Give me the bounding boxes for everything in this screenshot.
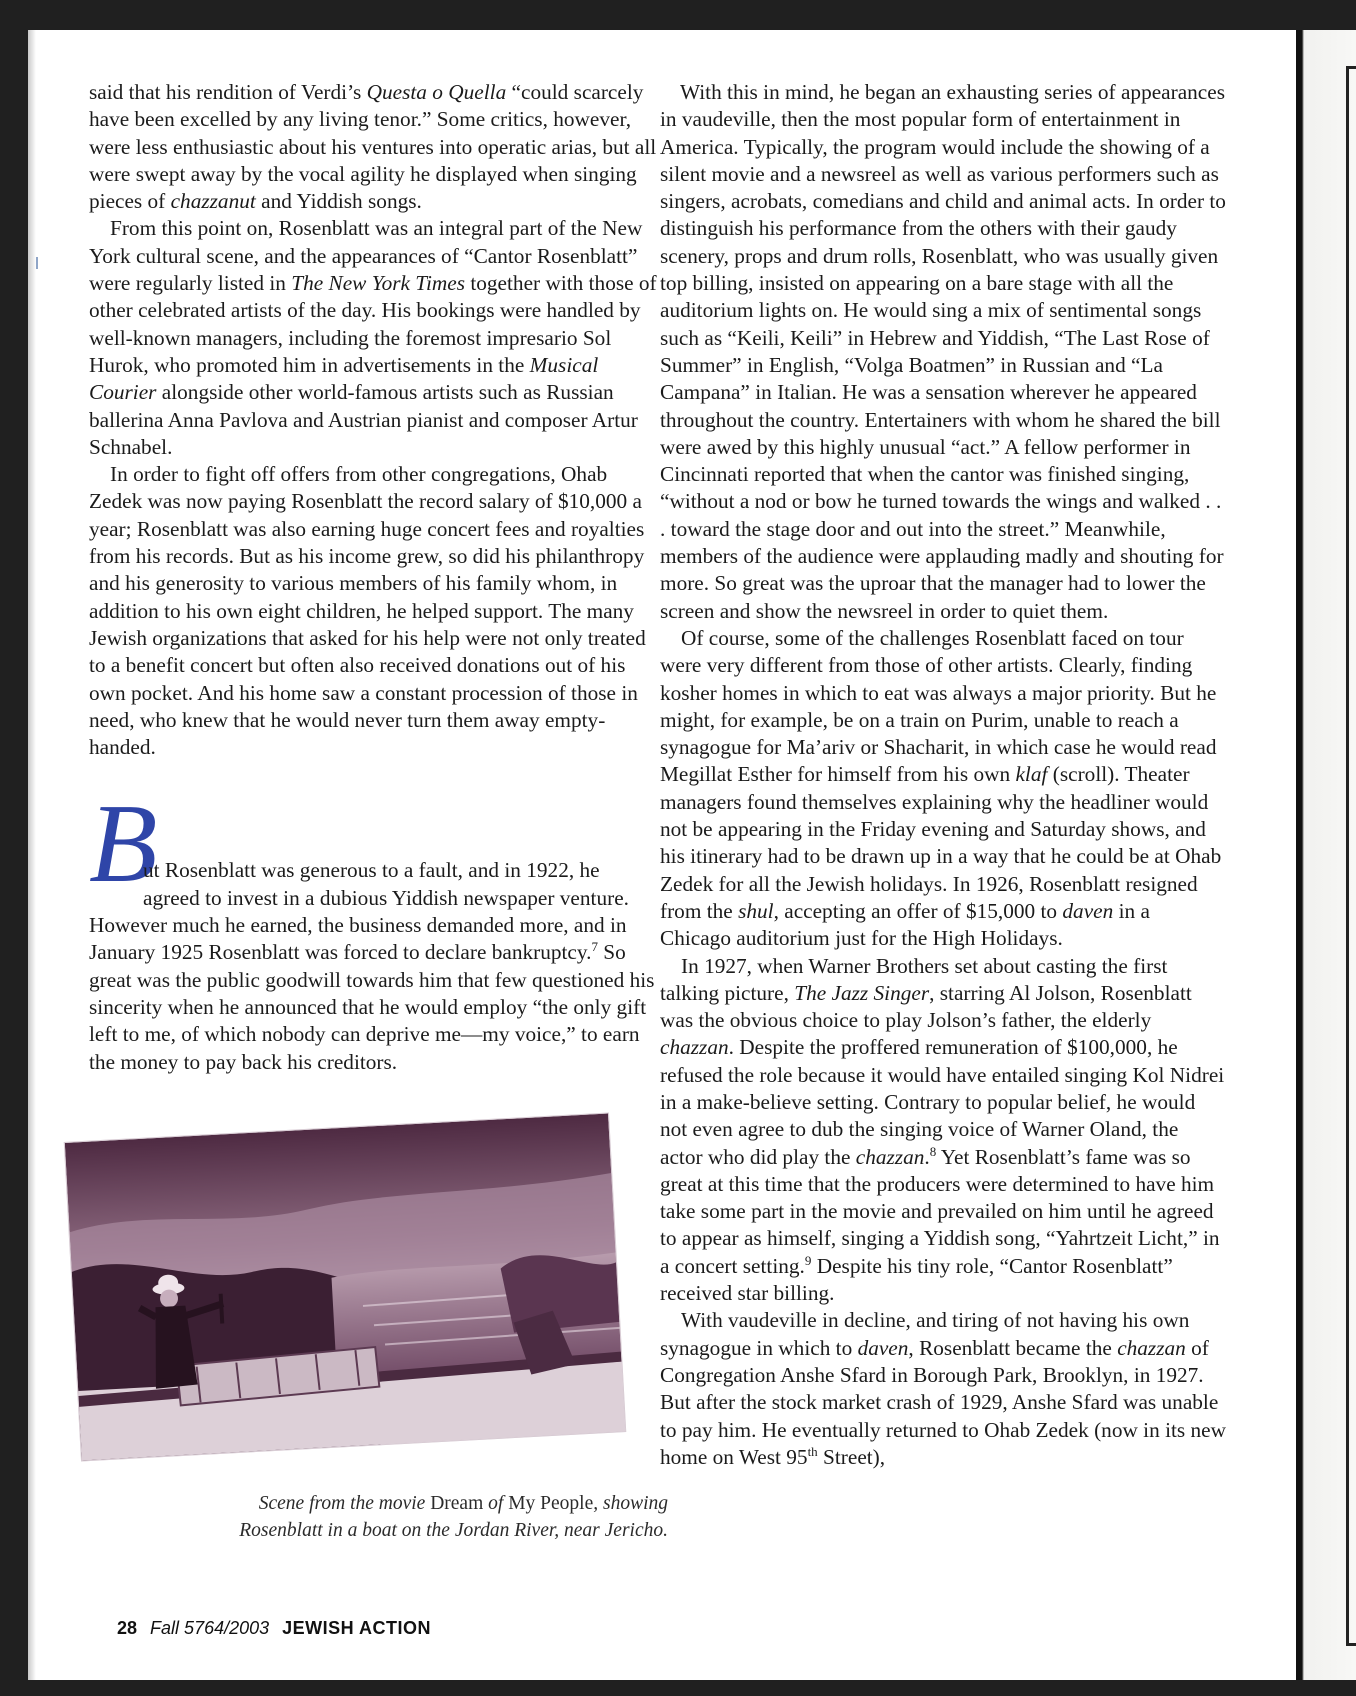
- text-run: From this point on, Rosenblatt was an integral part of the New York cultural scene, and the appearances of “Cantor Rosenblatt” were regularly listed in: [89, 216, 643, 296]
- text-run: in a Chicago auditorium just for the High Holidays.: [660, 898, 1150, 951]
- text-run: , starring Al Jolson, Rosenblatt was the obvious choice to play Jolson’s father, the elderly: [660, 980, 1192, 1033]
- movie-title: The Jazz Singer: [794, 980, 930, 1005]
- footnote-ref: 8: [929, 1143, 937, 1159]
- italic-term: chazzan: [855, 1144, 925, 1169]
- photo-caption: [228, 1490, 668, 1544]
- italic-term: chazzanut: [170, 189, 256, 214]
- issue-date: Fall 5764/2003: [150, 1618, 270, 1638]
- page-gutter-shadow: [28, 30, 36, 1680]
- left-paragraph-3: In order to fight off offers from other congregations, Ohab Zedek was now paying Rosenblatt the record salary of $10,000 a year; Rosenblatt was also earning huge concert fees and royalties from his records. But as his income grew, so did his philanthropy and his generosity to various members of his family whom, in addition to his own eight children, he helped support. The many Jewish organizations that asked for his help were not only treated to a benefit concert but often also received donations out of his own pocket. And his home saw a constant procession of those in need, who knew that he would never turn them away empty-handed.: [89, 462, 646, 760]
- caption-text: Scene from the movie: [258, 1493, 431, 1514]
- text-run: , accepting an offer of $15,000 to: [773, 898, 1063, 923]
- text-run: So great was the public goodwill towards him that few questioned his sincerity when he announced that he would employ “the only gift left to me, of which nobody can deprive me—my voice,” to earn the money to pay back his creditors.: [89, 940, 655, 1074]
- right-paragraph-2: [660, 625, 1226, 953]
- caption-line-2: Rosenblatt in a boat on the Jordan River, near Jericho.: [239, 1520, 668, 1541]
- caption-movie-title: My People: [508, 1493, 594, 1514]
- text-run: . Despite the proffered remuneration of $100,000, he refused the role because it would have entailed singing Kol Nidrei in a make-believe setting. Contrary to popular belief, he would not even agree to dub the singing voice of Warner Oland, the actor who did play the: [660, 1035, 1225, 1169]
- margin-mark: [36, 257, 38, 269]
- italic-term: daven: [857, 1335, 909, 1360]
- photo-image: [65, 1114, 625, 1461]
- italic-term: chazzan: [660, 1035, 729, 1060]
- text-run: Yet Rosenblatt’s fame was so great at this time that the producers were determined to have him take some part in the movie and prevailed on him until he agreed to appear as himself, singing a Yiddish song, “Yahrtzeit Licht,” in a concert setting.: [660, 1144, 1220, 1278]
- right-paragraph-4: [660, 1307, 1226, 1471]
- text-run: “could scarcely have been excelled by any living tenor.” Some critics, however, were less enthusiastic about his ventures into operatic arias, but all were swept away by the vocal agility he displayed when singing pieces of: [89, 80, 657, 214]
- footnote-ref: 9: [804, 1252, 812, 1268]
- text-run: together with those of other celebrated artists of the day. His bookings were handled by well-known managers, including the foremost impresario Sol Hurok, who promoted him in advertisements in the: [89, 271, 657, 377]
- left-paragraph-1: [89, 79, 661, 215]
- text-run: With vaudeville in decline, and tiring of not having his own synagogue in which to: [660, 1308, 1190, 1360]
- left-column: [89, 79, 661, 1076]
- magazine-name: JEWISH ACTION: [282, 1618, 431, 1638]
- caption-text: of: [483, 1493, 509, 1514]
- ordinal-superscript: th: [807, 1443, 818, 1459]
- caption-text: , showing: [593, 1493, 668, 1514]
- text-run: Street),: [817, 1444, 886, 1469]
- text-run: Of course, some of the challenges Rosenblatt faced on tour were very different from those of other artists. Clearly, finding kosher homes in which to eat was always a major priority. But he might, for example, be on a train on Purim, unable to reach a synagogue for Ma’ariv or Shacharit, in which case he would read Megillat Esther for himself from his own: [660, 625, 1217, 787]
- dropcap-paragraph-text: [89, 782, 661, 1075]
- page-number: 28: [117, 1618, 138, 1638]
- left-paragraph-2: [89, 215, 661, 461]
- italic-term: daven: [1062, 898, 1114, 923]
- caption-line-1: [228, 1490, 668, 1517]
- right-paragraph-3: [660, 953, 1226, 1308]
- footnote-ref: 7: [591, 939, 598, 955]
- text-run: , Rosenblatt became the: [908, 1335, 1118, 1360]
- text-run: and Yiddish songs.: [255, 189, 422, 214]
- italic-term: klaf: [1015, 762, 1048, 787]
- page-footer: [117, 1618, 431, 1639]
- text-run: Despite his tiny role, “Cantor Rosenblatt” received star billing.: [660, 1253, 1173, 1306]
- drop-cap: B: [89, 782, 158, 907]
- movie-still-photo: [64, 1112, 627, 1461]
- right-paragraph-1: With this in mind, he began an exhausting series of appearances in vaudeville, then the most popular form of entertainment in America. Typically, the program would include the showing of a silent movie and a newsreel as well as various performers such as singers, acrobats, comedians and child and animal acts. In order to distinguish his performance from the others with their gaudy scenery, props and drum rolls, Rosenblatt, who was usually given top billing, insisted on appearing on a bare stage with all the auditorium lights on. He would sing a mix of sentimental songs such as “Keili, Keili” in Hebrew and Yiddish, “The Last Rose of Summer” in English, “Volga Boatmen” in Russian and “La Campana” in Italian. He was a sensation wherever he appeared throughout the country. Entertainers with whom he shared the bill were awed by this highly unusual “act.” A fellow performer in Cincinnati reported that when the cantor was finished singing, “without a nod or bow he turned towards the wings and walked . . . toward the stage door and out into the street.” Meanwhile, members of the audience were applauding madly and shouting for more. So great was the uproar that the manager had to lower the screen and show the newsreel in order to quiet them.: [660, 80, 1226, 623]
- italic-term: chazzan: [1117, 1335, 1186, 1360]
- text-run: of Congregation Anshe Sfard in Borough Park, Brooklyn, in 1927. But after the stock market crash of 1929, Anshe Sfard was unable to pay him. He eventually returned to Ohab Zedek (now in its new home on West 95: [660, 1335, 1226, 1469]
- text-run: alongside other world-famous artists such as Russian ballerina Anna Pavlova and Austrian pianist and composer Artur Schnabel.: [89, 380, 638, 459]
- newspaper-title: The New York Times: [291, 271, 466, 296]
- text-run: .: [924, 1144, 930, 1169]
- right-column: [660, 79, 1226, 1471]
- caption-movie-title: Dream: [430, 1493, 484, 1514]
- facing-page-border: [1346, 66, 1356, 1646]
- left-paragraph-4: [89, 782, 661, 1075]
- text-run: (scroll). Theater managers found themselves explaining why the headliner would not be appearing in the Friday evening and Saturday shows, and his itinerary had to be drawn up in a way that he could be at Ohab Zedek for all the Jewish holidays. In 1926, Rosenblatt resigned from the: [660, 762, 1222, 923]
- italic-term: shul: [738, 898, 774, 923]
- text-run: said that his rendition of Verdi’s: [89, 80, 367, 104]
- text-run: In 1927, when Warner Brothers set about casting the first talking picture,: [660, 953, 1168, 1005]
- text-run: ut Rosenblatt was generous to a fault, and in 1922, he agreed to invest in a dubious Yiddish newspaper venture. However much he earned, the business demanded more, and in January 1925 Rosenblatt was forced to declare bankruptcy.: [89, 858, 629, 965]
- opera-title: Questa o Quella: [366, 80, 507, 104]
- magazine-title: Musical Courier: [89, 352, 599, 405]
